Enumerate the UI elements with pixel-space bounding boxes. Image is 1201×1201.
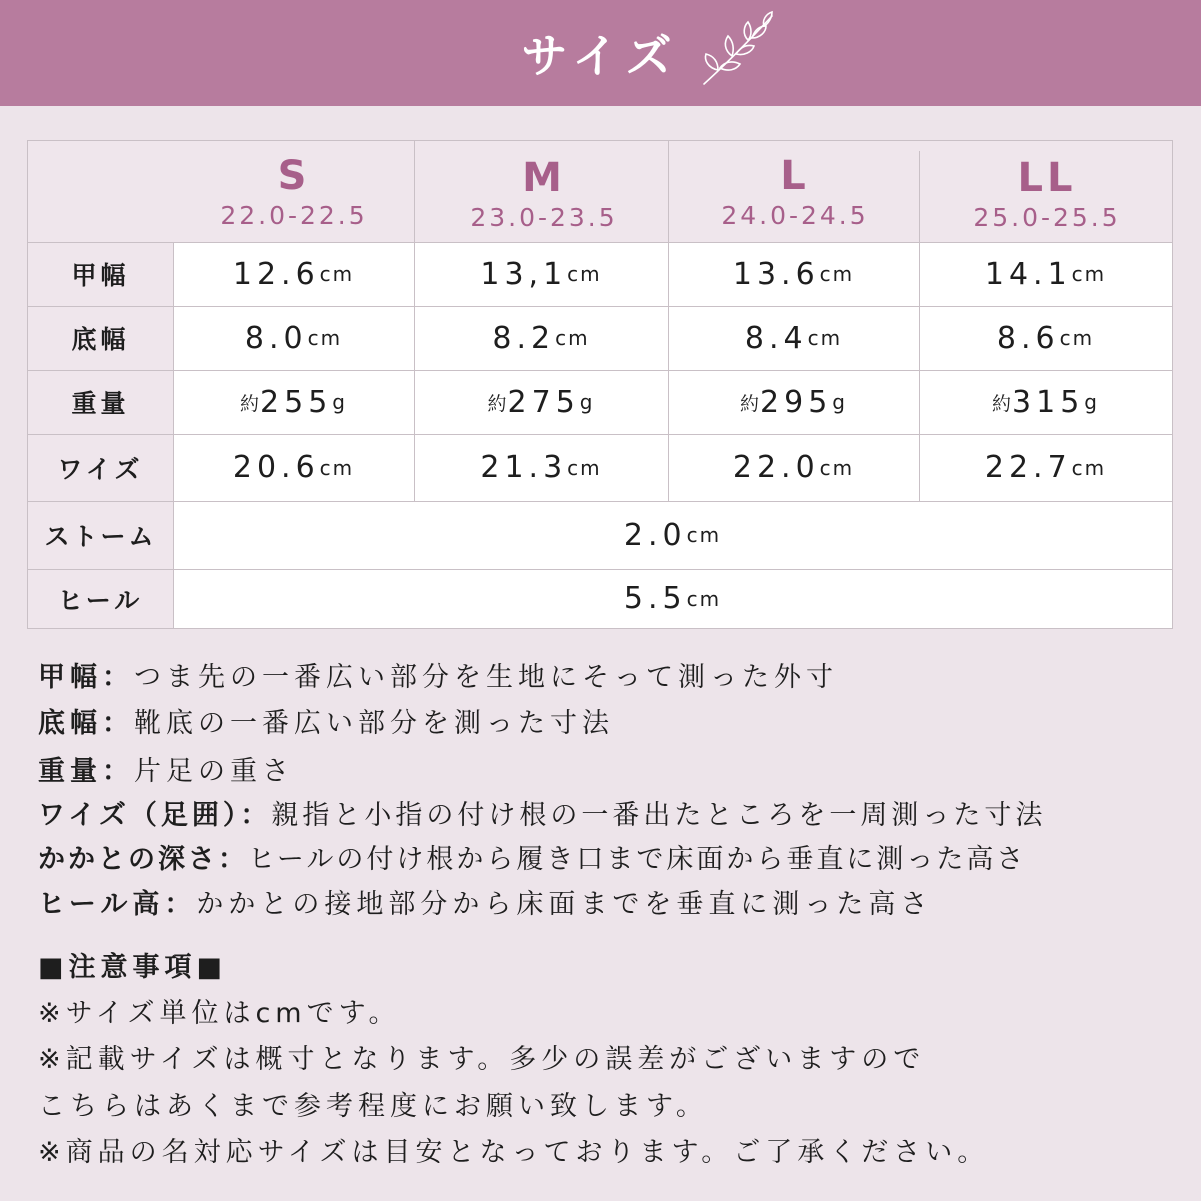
value-prefix: 約 <box>740 392 761 415</box>
value-number: 315 <box>1012 384 1085 420</box>
value-unit: cm <box>555 326 590 350</box>
value-instep-width-s <box>173 242 414 306</box>
value-instep-width-ll <box>919 242 1172 306</box>
value-wise-l <box>668 434 919 501</box>
value-unit: cm <box>1059 326 1095 350</box>
description-text: 片足の重さ <box>134 756 294 787</box>
row-label-weight: 重量 <box>71 389 130 418</box>
note-line: ※商品の名対応サイズは目安となっております。ご了承ください。 <box>38 1137 990 1168</box>
value-weight-m <box>414 370 668 434</box>
value-wise-m <box>414 434 668 501</box>
value-number: 20.6 <box>232 450 320 485</box>
value-number: 8.6 <box>996 320 1060 356</box>
value-unit: g <box>1084 390 1099 414</box>
value-unit: cm <box>819 455 855 480</box>
value-instep-width-l <box>668 242 919 306</box>
size-letter-m: M <box>522 155 566 201</box>
description-heel-height <box>38 885 932 925</box>
description-weight <box>38 752 294 792</box>
value-unit: cm <box>567 455 602 480</box>
description-text: 靴底の一番広い部分を測った寸法 <box>134 708 614 739</box>
value-number: 8.0 <box>244 320 308 356</box>
value-unit: g <box>332 390 347 414</box>
row-label-sole-width: 底幅 <box>71 325 130 354</box>
value-weight-l <box>668 370 919 434</box>
description-term: 甲幅： <box>38 662 134 693</box>
divider <box>28 501 1172 502</box>
description-term: 底幅： <box>38 708 134 739</box>
row-label-wise: ワイズ <box>57 454 144 484</box>
value-unit: cm <box>319 262 355 286</box>
value-wise-ll <box>919 434 1172 501</box>
value-number: 21.3 <box>480 450 568 485</box>
row-label-storm: ストーム <box>44 522 157 551</box>
size-letter-s: S <box>277 153 311 199</box>
value-weight-ll <box>919 370 1172 434</box>
value-unit: cm <box>567 262 602 286</box>
divider <box>28 569 1172 570</box>
value-number: 13.6 <box>732 256 820 292</box>
value-unit: cm <box>1071 455 1107 480</box>
size-table-grid <box>28 141 1172 628</box>
size-range-s: 22.0-22.5 <box>220 201 368 230</box>
value-unit: g <box>832 390 847 414</box>
heel-value-number: 5.5 <box>623 581 687 616</box>
value-instep-width-m <box>414 242 668 306</box>
value-prefix: 約 <box>240 392 261 415</box>
description-term: 重量： <box>38 756 134 787</box>
description-text: ヒールの付け根から履き口まで床面から垂直に測った高さ <box>248 844 1027 875</box>
value-sole-width-s <box>173 306 414 370</box>
heel-value-unit: cm <box>686 586 722 611</box>
row-label-instep-width: 甲幅 <box>71 261 130 290</box>
size-letter-ll: LL <box>1017 155 1077 201</box>
description-text: かかとの接地部分から床面までを垂直に測った高さ <box>196 889 933 920</box>
storm-value-number: 2.0 <box>623 517 687 553</box>
description-instep-width <box>38 658 838 698</box>
note-line: ※サイズ単位はcmです。 <box>38 998 401 1029</box>
leaf-branch-icon <box>700 10 780 90</box>
description-term: ヒール高： <box>38 889 197 920</box>
notes-title: ■注意事項■ <box>38 952 228 983</box>
value-sole-width-l <box>668 306 919 370</box>
page-title: サイズ <box>521 29 680 83</box>
value-number: 255 <box>260 384 333 420</box>
value-weight-s <box>173 370 414 434</box>
value-sole-width-m <box>414 306 668 370</box>
note-line: こちらはあくまで参考程度にお願い致します。 <box>38 1091 708 1122</box>
value-unit: cm <box>307 326 343 350</box>
storm-value-unit: cm <box>686 523 722 547</box>
size-letter-l: L <box>780 153 810 199</box>
size-range-ll: 25.0-25.5 <box>973 203 1121 232</box>
value-unit: cm <box>319 455 355 480</box>
value-number: 13,1 <box>480 256 568 292</box>
description-term: ワイズ（足囲）： <box>38 800 272 831</box>
value-sole-width-ll <box>919 306 1172 370</box>
storm-value <box>173 501 1172 569</box>
value-number: 295 <box>760 384 833 420</box>
value-number: 22.0 <box>732 450 820 485</box>
value-unit: cm <box>1071 262 1107 286</box>
size-table <box>27 140 1173 629</box>
description-wise <box>38 796 1046 836</box>
value-number: 275 <box>507 384 580 420</box>
size-range-m: 23.0-23.5 <box>470 203 618 232</box>
note-line: ※記載サイズは概寸となります。多少の誤差がございますので <box>38 1044 926 1075</box>
description-sole-width <box>38 704 614 744</box>
header-banner <box>0 0 1201 106</box>
row-label-heel: ヒール <box>57 585 144 615</box>
value-unit: cm <box>807 326 843 350</box>
value-number: 12.6 <box>232 256 320 292</box>
value-number: 22.7 <box>984 450 1072 485</box>
description-heel-cup-depth <box>38 840 1026 880</box>
description-term: かかとの深さ： <box>38 844 248 875</box>
size-range-l: 24.0-24.5 <box>721 201 869 230</box>
value-unit: cm <box>819 262 855 286</box>
value-wise-s <box>173 434 414 501</box>
heel-value <box>173 569 1172 628</box>
value-prefix: 約 <box>992 392 1013 415</box>
description-text: つま先の一番広い部分を生地にそって測った外寸 <box>134 662 838 693</box>
value-number: 14.1 <box>984 256 1072 292</box>
value-unit: g <box>579 390 595 414</box>
value-number: 8.2 <box>492 320 556 356</box>
value-prefix: 約 <box>487 392 508 415</box>
description-text: 親指と小指の付け根の一番出たところを一周測った寸法 <box>271 800 1047 831</box>
value-number: 8.4 <box>744 320 808 356</box>
